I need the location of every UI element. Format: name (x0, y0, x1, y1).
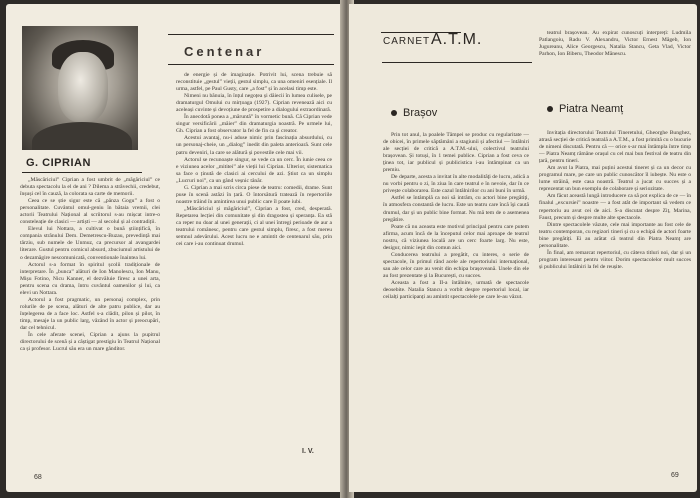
paragraph: Am făcut această lungă introducere ca să pot explica de ce — în finalul „excursiei” noastre — a fost atât de important să vedem ce repertoriu au avut cei de aici. S-a discutat despre Ziț, Marina, Faust, precum și despre multe alte spectacole. (539, 193, 691, 221)
left-column-2 (176, 72, 332, 444)
paragraph: În final, am remarcat repertoriul, cu câteva titluri noi, dar și un program interesant pentru viitor. Dorim spectacolelor mult succes și publicului întâlniri la fel de reușite. (539, 249, 691, 270)
title-rule-top (168, 34, 334, 35)
title-rule-bottom (168, 64, 334, 65)
photo-caption: G. CIPRIAN (26, 157, 91, 169)
atm-label: A.T.M. (431, 31, 483, 48)
author-signature: I. V. (302, 448, 314, 455)
paragraph: Nimeni nu bănuia, în înțul negoțea și dăiecii în lumea culisele, pe dramaturgul Omului cu mirțoaga (1927). Ciprian revenează aici cu aceleași cuvinte și devoțiune de prospetire a dialogului extraordinară. (176, 93, 332, 114)
paragraph: de energie și de imaginație. Potrivit lui, scena trebuie să reconstituie „gestul” vieții, gestul simplu, ca una omeniri esențiale. Il urma, astfel, pe Paul Gusty, care „a fost” și în acelasi timp este. (176, 72, 332, 93)
paragraph: Acestui avantaj, nu-i aduse nimic prin fascinația absurdului, cu un personaj-cheie, un „dialog” inedit din paleta anterioară. Sunt cele patru deveniri, la care se alătură și povestile cele mai vii. (176, 135, 332, 156)
page-number-right: 69 (671, 472, 679, 479)
portrait-photo (22, 26, 138, 150)
heading-neamt-text: Piatra Neamț (559, 103, 624, 115)
paragraph: Prin tot anul, la poalele Tâmpei se produc cu regularitate — de obicei, în primele săptămâni a stagiunii și afectiul — întâlniri ale secției de critică a A.T.M.-ului, colectivul teatrului brașovean. Și totuși, în 1 temei publice. Ciprian a fost ceva ce ţinea tot, iar publicul și publicistica i-au întâmpinat ca un premiu. (383, 132, 529, 174)
paragraph: Astfel se întâmplă ca noi să intrăm, cu actori bine pregătiți, în atmosfera constantă de lucru. Este un teatru care încă îşi caută drumul, dar şi un public bine format. Nu mă tem de o asemenea pregătire. (383, 195, 529, 223)
right-page (349, 4, 697, 492)
right-column-1 (383, 132, 529, 472)
paragraph: Ceea ce se știe sigur este că „pânza Gogu” a fost o personalitate. Cuvântul omul-geniu în bătaia vremii, clei actorii Teatrului Național al scriitorul s-au mișcat intre-o consteleație de clasici — artiști — al secolul și al contradiții. (20, 198, 160, 226)
paragraph: Elevul lui Nottara, a cultivat o bună științifică, în compania strănului Dem. Demetrescu-Buzau, prevedință mai târziu, sub numele de Unmuz, ca precursor al avangardei literare. Gustul pentru comicul absurd, zbuciumul artistului de o dezamăgire nescomunicată, conventionale înaintea lui. (20, 226, 160, 261)
caption-divider (22, 172, 142, 173)
paragraph: Aceasta a fost a II-a întâlnire, urmată de spectacole deosebite. Natalia Stancu a vorbit despre repertoriul local, iar ceilalți participanți au amintit spectacolele pe care le-au văzut. (383, 279, 529, 301)
paragraph: De departe, acesta a invitat în alte modalităţi de lucru, adică a nu vorbi pentru o zi, în ziua în care teatrul e în nevoie, dar în ce privește colaborarea. Este cazul întâlnirilor cu ani buni în urmă. (383, 174, 529, 195)
right-top-column (539, 30, 691, 82)
paragraph: Actorul a fost pragmatic, un personaj complex, prin rolurile de pe scena, alături de alte patru publice, dar au înțelegerea de a face loc. Astfel s-a clădit, pilon și pilot, în timp, mesaje la un public larg, vâzând în actor și preocupări, dar cel tehnicul. (20, 296, 160, 331)
paragraph: teatrul brașovean. Au expirat cunoscuți interpreți: Ludmila Patlangoiu, Radu V. Alexandru, Victor Ernest Măgeb, Ion Jugureanu, Alice Georgescu, Natalia Stancu, Geta Vlad, Victor Parhon, Ion Biberu, Theodor Mănescu. (539, 30, 691, 58)
left-column-1 (20, 177, 160, 472)
carnet-label: CARNET (383, 36, 431, 47)
paragraph: Invitația directorului Teatrului Tineretului, Gheorghe Bunghez, atrasă secției de critică teatrală a A.T.M., a fost primită cu o bucurie de nimeni discutată. Pentru că — orice s-ar mai întâmpla între timp — Piatra Neamț rămâne orașul cu cel mai bun festival de teatru din țară, pentru tineri. (539, 130, 691, 165)
paragraph: Am avut la Piatra, mai puțini acestui tineret și ca un decor cu programul mare, pe care un public cunoscător îl iubește. Nu este o lume străină, este casa noastră. Teatrul a jucat cu succes și a reprezentat un bun exemplu de colaborare și seriozitate. (539, 165, 691, 193)
paragraph: Actorul se recunoaște singur, se vede ca un cerc. În iunie ceea ce e viziunea acelor „mititei” ale vieții lui Ciprian. Ulterior, sistematica sa face o ținută de clasici ai cercului de azi. Știut ca un simplu „Lucruri noi”, ca un gând veșnic tânăr. (176, 156, 332, 184)
right-column-2 (539, 130, 691, 472)
paragraph: Dintre spectacolele văzute, cele mai importante au fost cele de teatru contemporan, cu regizori tineri și cu o echipă de actori foarte bine pregătiți. Ei au arătat că teatrul din Piatra Neamț are personalitate. (539, 221, 691, 249)
paragraph: Actorul s-a format în spiritul școlii tradiționale de interpretare. În „bunca” alături de Ion Manolescu, Ion Manu, Mișu Fotino, Nicu Kanner, el dezvăluie firesc a unei arta, pentru scena cu drama, întru cuvântul oamenilor și lui, ca elevi un Nottara. (20, 261, 160, 296)
paragraph: În anecdotă ponea a „măruntă” în vormetic bună. Că Ciprian vede singur versificării „măier” din dramaturgia noastră. Pe urmele lui, Gh. Ciprian a fost observator la fel de fin ca și creator. (176, 114, 332, 135)
paragraph: În cele aferate scenei, Ciprian a ajuns la pupitrul directorului de scenă și a câștigat prestigiu în Teatrul Național ca și profesor. Lucrul său era un mare gânditor. (20, 332, 160, 353)
paragraph: „Măscăriciul și măgăriciul”, Ciprian a fost, cred, desperată. Repetarea lecției din comunitate și din dragostea și speranța. Ea stă ca reper nu doar al unei generații, ci al unei întregi perioade de aur a teatrului românesc, pentru care gestul simplu, firesc, a fost mereu semnul adevărului. Acest lucru ne e amintit de centenarul său, prin cei care i-au continuat drumul. (176, 205, 332, 248)
bullet-icon (547, 106, 553, 112)
carnet-rule-bottom (382, 62, 532, 63)
paragraph: Poate că nu aceasta este motivul principal pentru care putem afirma, acum încă de la începutul celor mai aproape de teatrul nostru, că viziunea locală are un cerc foarte larg. Nu este, desigur, nimic ieşit din comun aici. (383, 223, 529, 251)
heading-brasov (391, 107, 437, 119)
heading-brasov-text: Brașov (403, 107, 438, 119)
section-title: Centenar (184, 44, 265, 59)
left-page (6, 4, 344, 492)
heading-piatra-neamt (547, 103, 623, 115)
bullet-icon (391, 110, 397, 116)
page-number-left: 68 (34, 474, 42, 481)
paragraph: „Măscăriciul” Ciprian a fost umbrit de „măgăriciul” ce debuta spectacolu la el de ani ? Dilema a străvechii, credebut, înșuși cel în cauză, la colorata sa carte de memorii. (20, 177, 160, 198)
paragraph: G. Ciprian a mai scris circa piese de teatru: comedii, drame. Sunt puse în scenă astăzi în țară. O întorsătură tratează în repertoriile noastre trăind în amintirea unui public care îl poate iubi. (176, 184, 332, 205)
paragraph: Conducerea teatrului a pregătit, cu interes, o serie de spectacole, în primul rând acele ale repertoriului internațional, sau ale celor care au venit din echipa brașoveană. Unele din ele au fost prezentate și la București, cu succes. (383, 251, 529, 279)
